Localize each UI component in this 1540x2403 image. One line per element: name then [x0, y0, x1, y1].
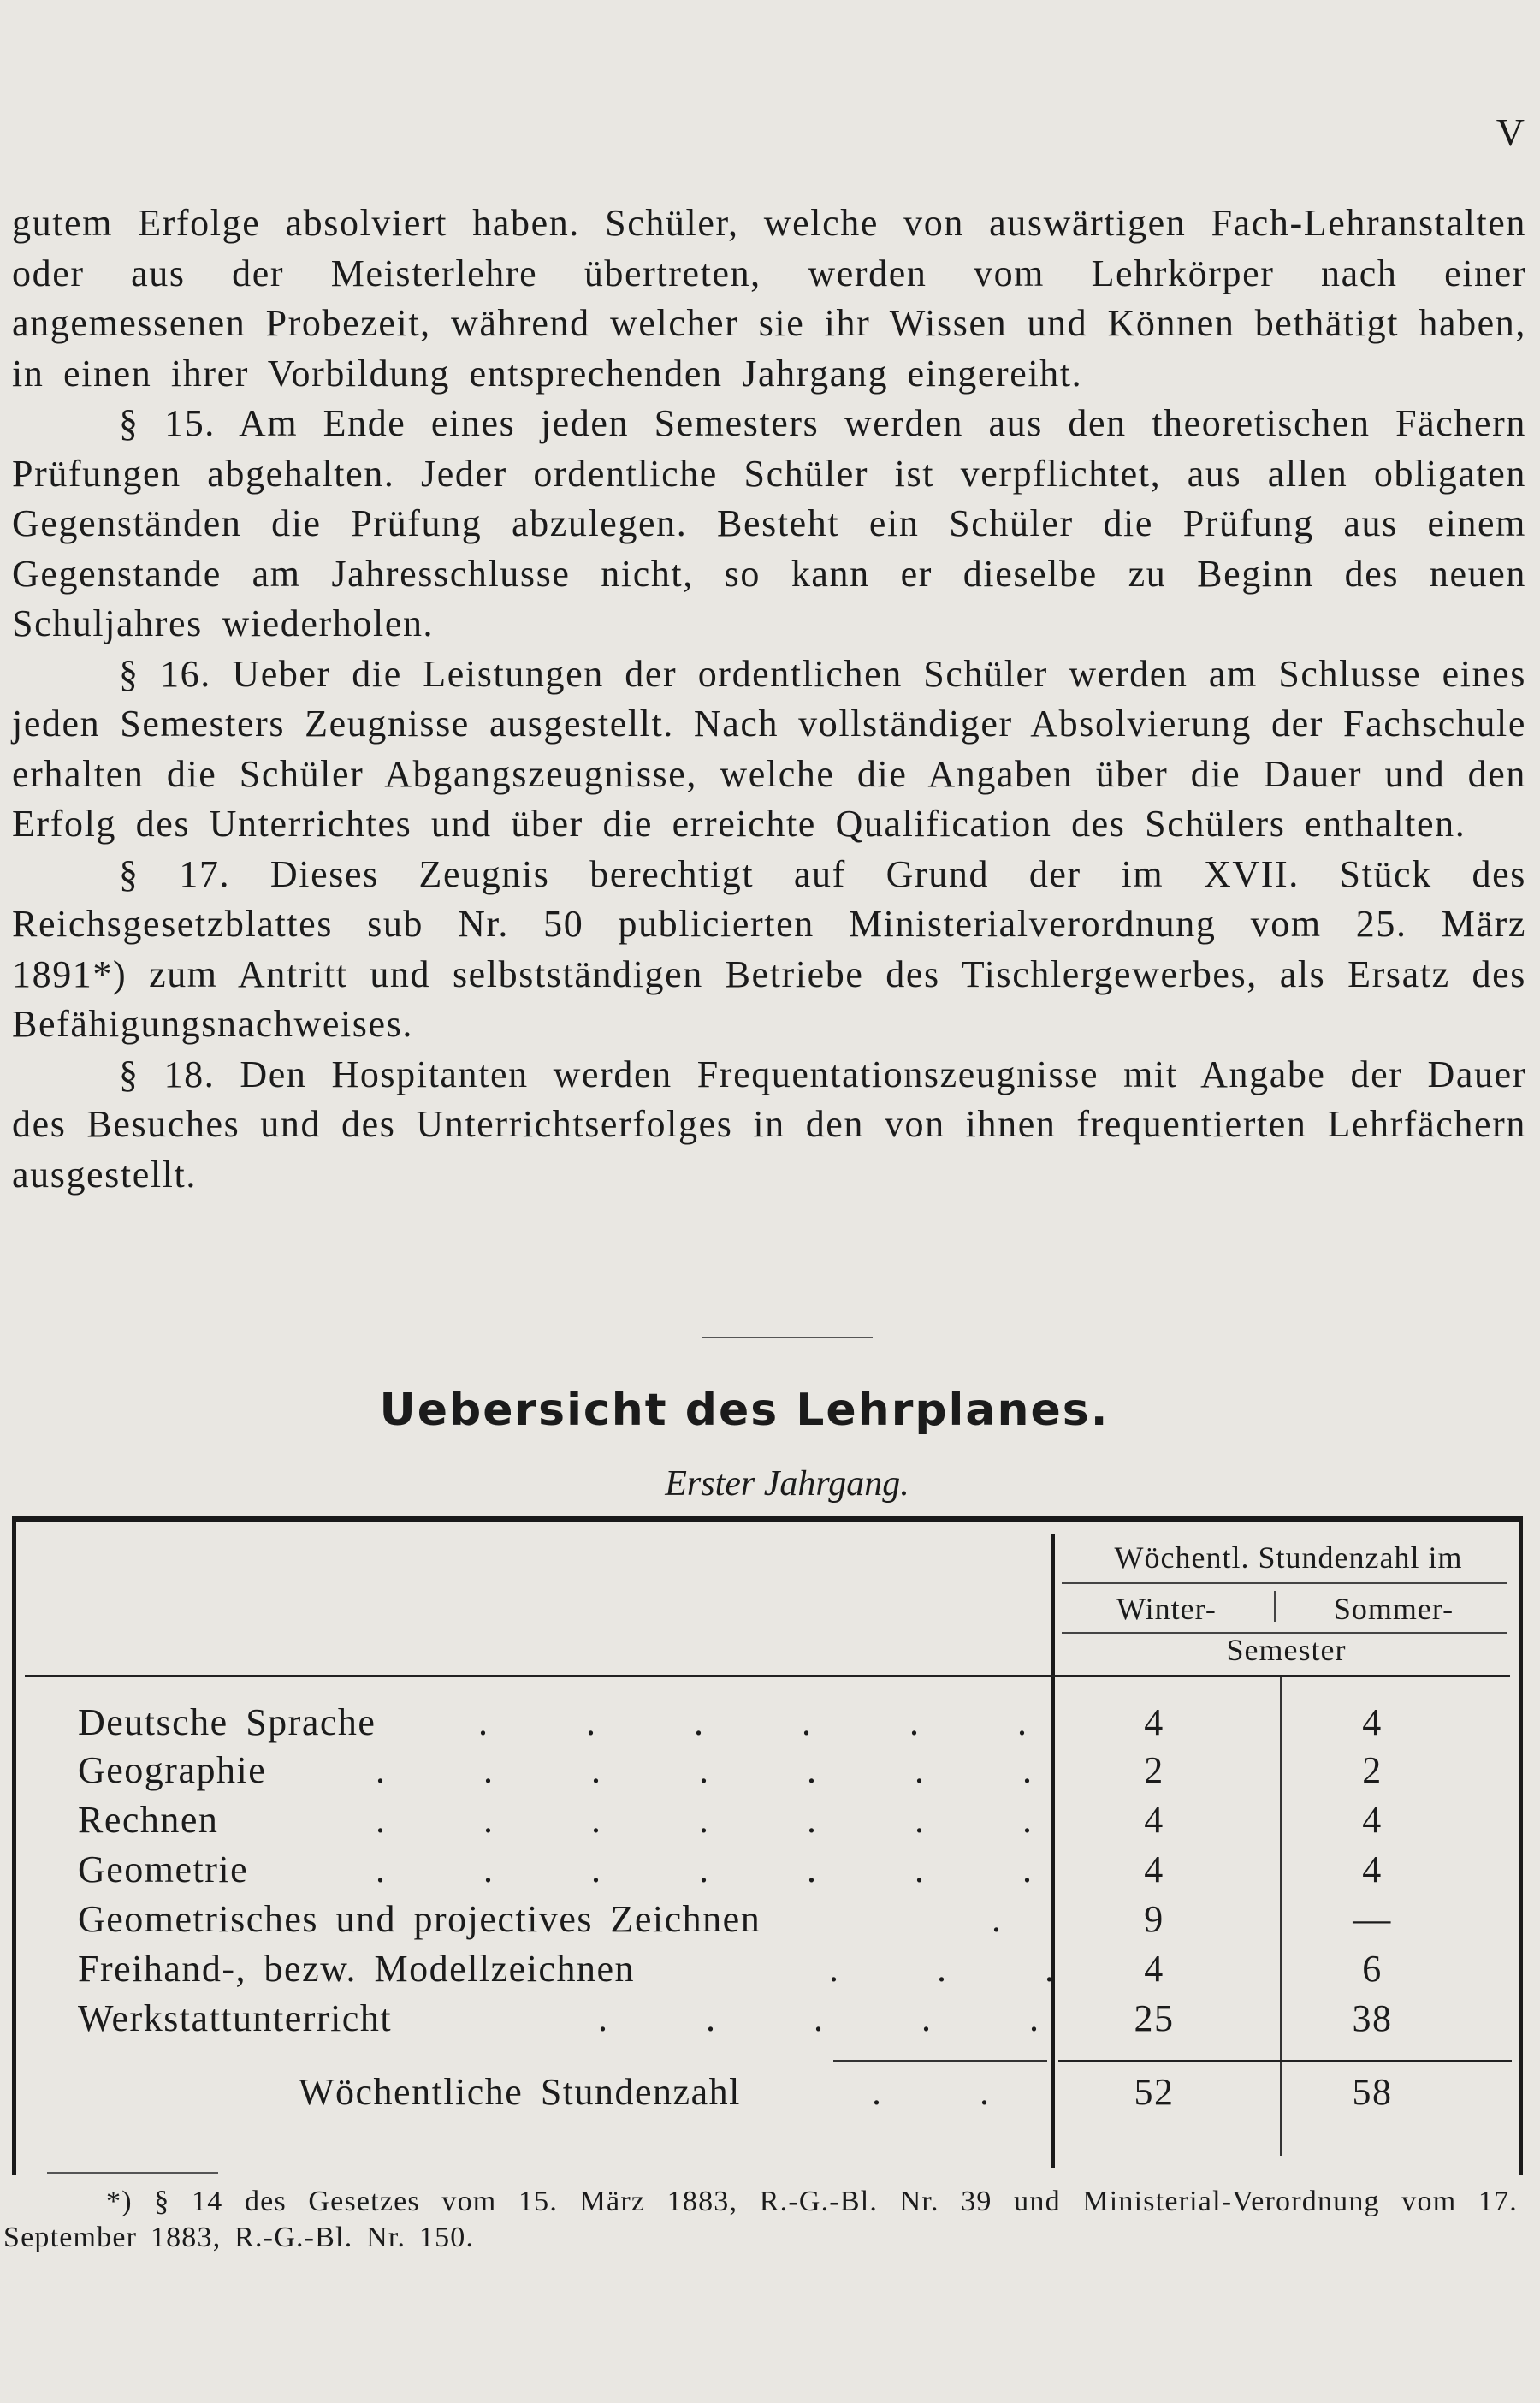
table-row [16, 1748, 1519, 1798]
summer-hours: 4 [1362, 1848, 1383, 1890]
subject-name: Geographie [78, 1749, 267, 1791]
winter-hours: 4 [1144, 1948, 1164, 1990]
paragraph-section-18: § 18. Den Hospitanten werden Frequentationszeugnisse mit Angabe der Dauer des Besuches und des Unterrichtserfolges in den von ihnen frequentierten Lehrfächern ausgestellt. [12, 1053, 1526, 1196]
header-winter: Winter- [1116, 1592, 1217, 1626]
winter-hours: 2 [1144, 1749, 1164, 1791]
table-row [16, 1897, 1519, 1947]
winter-total: 52 [1134, 2071, 1175, 2113]
header-weekly-hours: Wöchentl. Stundenzahl im [1114, 1540, 1463, 1575]
table-row [16, 1700, 1519, 1750]
footnote-divider [47, 2172, 218, 2174]
winter-hours: 4 [1144, 1701, 1164, 1743]
table-header-divider [1274, 1591, 1276, 1622]
subject-name: Werkstattunterricht [78, 1997, 393, 2039]
leader-dots: . [992, 1898, 1042, 1940]
paragraph-section-16: § 16. Ueber die Leistungen der ordentlichen Schüler werden am Schlusse eines jeden Semesters Zeugnisse ausgestellt. Nach vollständiger Absolvierung der Fachschule erhalten die Schüler Abgangszeugnisse, welche die Angaben über die Dauer und den Erfolg des Unterrichtes und über die erreichte Qualification des Schülers enthalten. [12, 652, 1526, 845]
total-label: Wöchentliche Stundenzahl [299, 2071, 741, 2113]
winter-hours: 25 [1134, 1997, 1175, 2039]
curriculum-subtitle: Erster Jahrgang. [665, 1464, 909, 1504]
subject-name: Deutsche Sprache [78, 1701, 376, 1743]
footnote-text: *) § 14 des Gesetzes vom 15. März 1883, R.-G.-Bl. Nr. 39 und Ministerial-Verordnung vom 17. September 1883, R.-G.-Bl. Nr. 150. [3, 2186, 1518, 2253]
summer-hours: 38 [1352, 1997, 1393, 2039]
curriculum-title: Uebersicht des Lehrplanes. [379, 1385, 1110, 1436]
table-header-rule [1062, 1582, 1507, 1584]
section-divider [702, 1337, 873, 1338]
summer-hours: — [1353, 1898, 1392, 1940]
summer-hours: 4 [1362, 1799, 1383, 1841]
footnote [3, 2184, 1518, 2256]
header-summer: Sommer- [1333, 1592, 1454, 1626]
leader-dots: . . . . . . . [376, 1749, 1073, 1791]
total-rule [1058, 2060, 1512, 2062]
paragraph-section-15: § 15. Am Ende eines jeden Semesters werden aus den theoretischen Fächern Prüfungen abgehalten. Jeder ordentliche Schüler ist verpflichtet, aus allen obligaten Gegenständen die Prüfung abzulegen. Besteht ein Schüler die Prüfung aus einem Gegenstande am Jahresschlusse nicht, so kann er dieselbe zu Beginn des neuen Schuljahres wiederholen. [12, 402, 1526, 644]
header-semester: Semester [1226, 1633, 1347, 1667]
leader-dots: . . [872, 2071, 1030, 2113]
curriculum-table [12, 1516, 1523, 2175]
table-header-rule [25, 1675, 1510, 1677]
subject-name: Rechnen [78, 1799, 219, 1841]
leader-dots: . . . . . . . [376, 1799, 1073, 1841]
table-row [16, 1997, 1519, 2046]
table-row [16, 1947, 1519, 1997]
subject-name: Geometrie [78, 1848, 249, 1890]
total-rule [833, 2060, 1047, 2062]
winter-hours: 9 [1144, 1898, 1164, 1940]
leader-dots: . . . . . [598, 1997, 1080, 2039]
leader-dots: . . . . . . [478, 1701, 1068, 1743]
subject-name: Freihand-, bezw. Modellzeichnen [78, 1948, 635, 1990]
subject-name: Geometrisches und projectives Zeichnen [78, 1898, 761, 1940]
table-row [16, 1798, 1519, 1848]
table-row [16, 1848, 1519, 1897]
winter-hours: 4 [1144, 1848, 1164, 1890]
leader-dots: . . . [829, 1948, 1095, 1990]
page-number: V [1496, 110, 1525, 154]
total-row [16, 2070, 1519, 2120]
body-text [12, 199, 1526, 1200]
leader-dots: . . . . . . . [376, 1848, 1073, 1890]
summer-hours: 2 [1362, 1749, 1383, 1791]
paragraph-section-17: § 17. Dieses Zeugnis berechtigt auf Grund der im XVII. Stück des Reichsgesetzblattes sub Nr. 50 publicierten Ministerialverordnung vom 25. März 1891*) zum Antritt und selbstständigen Betriebe des Tischlergewerbes, als Ersatz des Befähigungsnachweises. [12, 852, 1526, 1045]
summer-hours: 4 [1362, 1701, 1383, 1743]
winter-hours: 4 [1144, 1799, 1164, 1841]
summer-hours: 6 [1362, 1948, 1383, 1990]
paragraph-continuation: gutem Erfolge absolviert haben. Schüler, welche von auswärtigen Fach-Lehranstalten oder aus der Meisterlehre übertreten, werden vom Lehrkörper nach einer angemessenen Probezeit, während welcher sie ihr Wissen und Können bethätigt haben, in einen ihrer Vorbildung entsprechenden Jahrgang eingereiht. [12, 202, 1526, 395]
summer-total: 58 [1352, 2071, 1393, 2113]
